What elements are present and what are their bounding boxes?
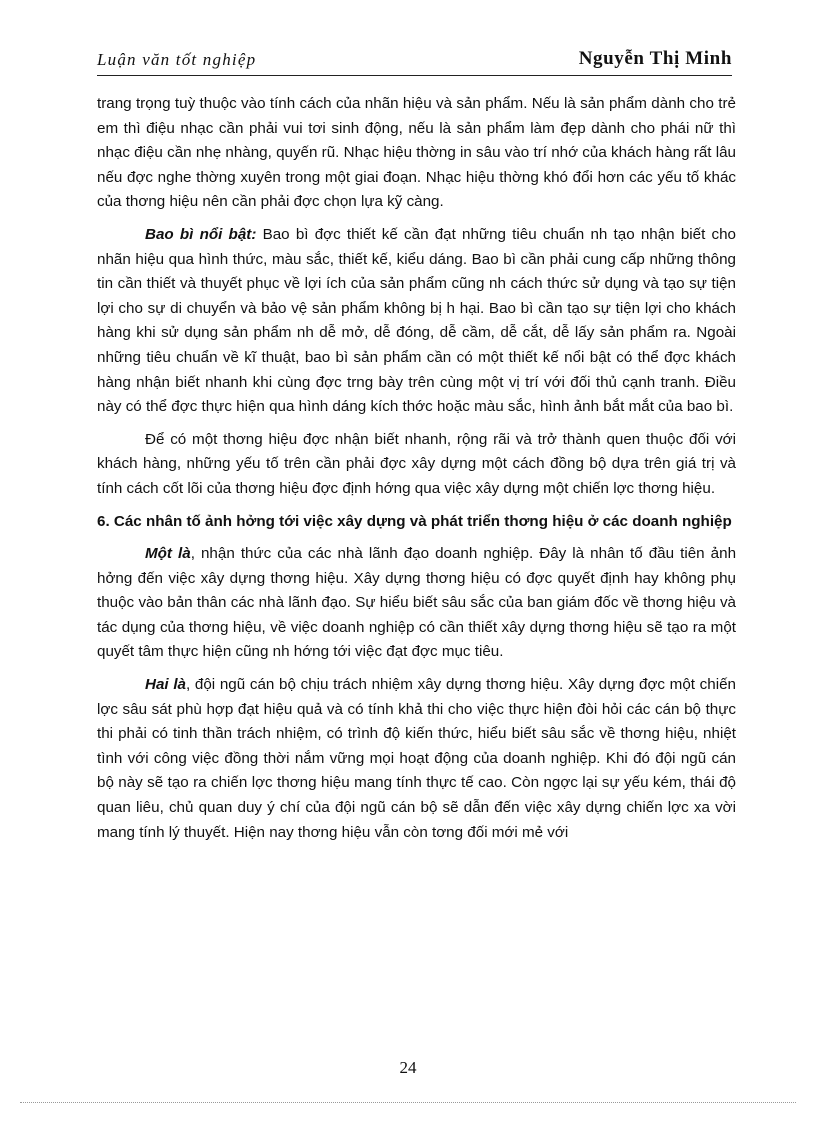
paragraph-2 [97,223,736,420]
paragraph-1-text: trang trọng tuỳ thuộc vào tính cách của nhãn hiệu và sản phẩm. Nếu là sản phẩm dành cho trẻ em thì điệu nhạc cần phải vui tơi sinh động, nếu là sản phẩm làm đẹp dành cho phái nữ thì nhạc điệu cần nhẹ nhàng, quyến rũ. Nhạc hiệu thờng in sâu vào trí nhớ của khách hàng rất lâu nếu đợc nghe thờng xuyên trong một giai đoạn. Nhạc hiệu thờng khó đổi hơn các yếu tố khác của thơng hiệu nên cần phải đợc chọn lựa kỹ càng. [97,95,736,211]
paragraph-3 [97,428,736,502]
page-header [97,46,732,76]
paragraph-1 [97,92,736,215]
header-author-name: Nguyễn Thị Minh [578,48,732,69]
header-divider [97,75,732,76]
paragraph-4-lead: Một là [145,545,191,563]
paragraph-5-text: , đội ngũ cán bộ chịu trách nhiệm xây dựng thơng hiệu. Xây dựng đợc một chiến lợc sâu sát phù hợp đạt hiệu quả và có tính khả thi cho việc thực hiện đòi hỏi các cán bộ thực thi phải có tinh thần trách nhiệm, có trình độ kiến thức, hiểu biết sâu sắc về thơng hiệu, nhiệt tình với công việc đồng thời nắm vững mọi hoạt động của doanh nghiệp. Khi đó đội ngũ cán bộ này sẽ tạo ra chiến lợc thơng hiệu mang tính thực tế cao. Còn ngợc lại sự yếu kém, thái độ quan liêu, chủ quan duy ý chí của đội ngũ cán bộ sẽ dẫn đến việc xây dựng chiến lợc xa vời mang tính lý thuyết. Hiện nay thơng hiệu vẫn còn tơng đối mới mẻ với [97,676,736,841]
paragraph-5-lead: Hai là [145,676,186,694]
page-body [97,92,736,853]
paragraph-4 [97,542,736,665]
section-heading: 6. Các nhân tố ảnh hởng tới việc xây dựng và phát triển thơng hiệu ở các doanh nghiệp [97,512,732,530]
paragraph-4-text: , nhận thức của các nhà lãnh đạo doanh nghiệp. Đây là nhân tố đầu tiên ảnh hởng đến việc xây dựng thơng hiệu. Xây dựng thơng hiệu có đợc quyết định hay không phụ thuộc vào bản thân các nhà lãnh đạo. Sự hiểu biết sâu sắc của ban giám đốc về thơng hiệu và tác dụng của thơng hiệu, về việc doanh nghiệp có cần thiết xây dựng thơng hiệu sẽ tạo ra một quyết tâm thực hiện cũng nh hớng tới việc đạt đợc mục tiêu. [97,545,737,661]
paragraph-5 [97,673,736,845]
page-bottom-divider [20,1102,796,1103]
header-thesis-title: Luận văn tốt nghiệp [97,50,257,69]
paragraph-3-text: Để có một thơng hiệu đợc nhận biết nhanh, rộng rãi và trở thành quen thuộc đối với khách hàng, những yếu tố trên cần phải đợc xây dựng một cách đồng bộ dựa trên giá trị và tính cách cốt lõi của thơng hiệu đợc định hớng qua việc xây dựng một chiến lợc thơng hiệu. [97,430,736,497]
paragraph-2-lead: Bao bì nổi bật: [145,225,257,243]
page-number: 24 [399,1058,417,1077]
paragraph-2-text: Bao bì đợc thiết kế cần đạt những tiêu chuẩn nh tạo nhận biết cho nhãn hiệu qua hình thức, màu sắc, thiết kế, kiểu dáng. Bao bì cần phải cung cấp những thông tin cần thiết và thuyết phục về lợi ích của sản phẩm cũng nh cách thức sử dụng và tạo sự tiện lợi cho sự di chuyển và bảo vệ sản phẩm không bị h hại. Bao bì cần tạo sự tiện lợi cho khách hàng khi sử dụng sản phẩm nh dễ mở, dễ đóng, dễ cầm, dễ cắt, dễ lấy sản phẩm ra. Ngoài những tiêu chuẩn về kĩ thuật, bao bì sản phẩm cần có một thiết kế nổi bật có thể đợc khách hàng nhận biết nhanh khi cùng đợc trng bày trên cùng một vị trí với đối thủ cạnh tranh. Điều này có thể đợc thực hiện qua hình dáng kích thớc hoặc màu sắc, hình ảnh bắt mắt của bao bì. [97,225,736,416]
